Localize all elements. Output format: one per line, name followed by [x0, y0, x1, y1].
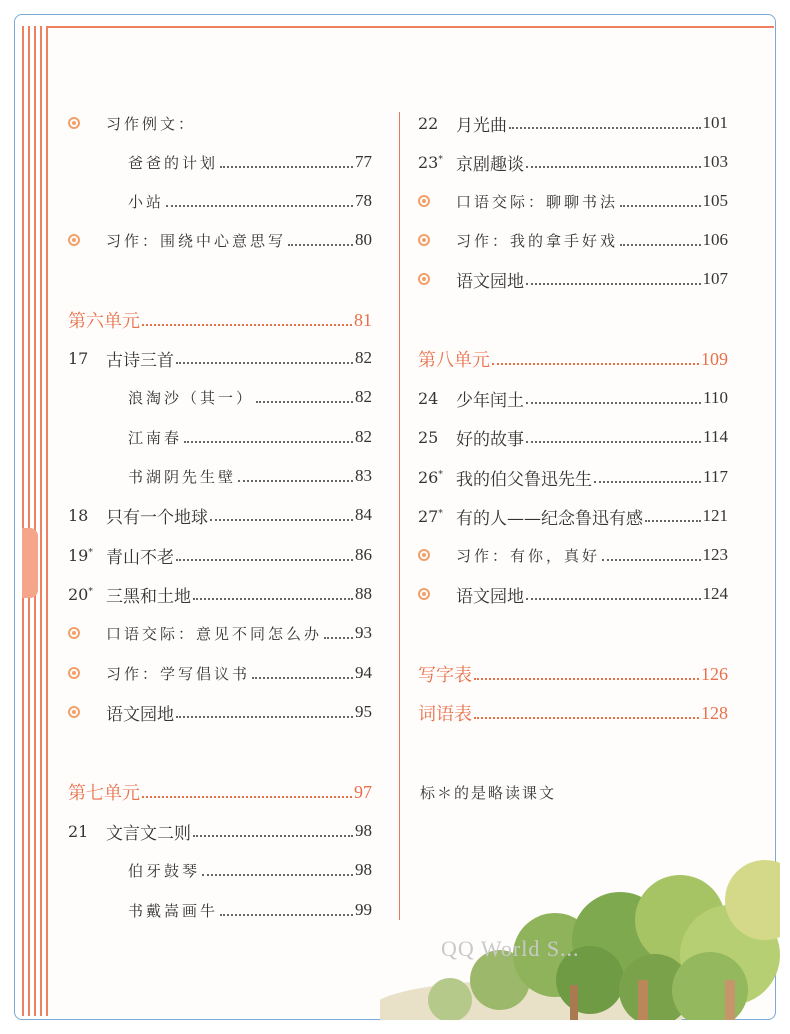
dot-leader [252, 677, 353, 679]
lesson-number: 23* [418, 152, 443, 172]
dot-leader [256, 401, 353, 403]
toc-entry[interactable] [418, 542, 728, 568]
lesson-number: 17 [68, 348, 89, 368]
dot-leader [645, 520, 701, 522]
toc-entry[interactable] [418, 188, 728, 214]
page-number: 83 [355, 466, 372, 485]
page-number: 101 [702, 113, 728, 132]
entry-title: 小站 [128, 192, 165, 211]
entry-title: 古诗三首 [106, 350, 174, 371]
entry-title: 习作例文： [106, 114, 197, 133]
toc-entry[interactable] [418, 464, 728, 490]
toc-entry[interactable] [68, 620, 372, 646]
dot-leader [288, 244, 353, 246]
dot-leader [142, 324, 352, 326]
page-number: 106 [702, 230, 728, 249]
dot-leader [238, 480, 353, 482]
circle-bullet-icon [68, 117, 106, 129]
dot-leader [474, 678, 699, 680]
toc-entry[interactable] [68, 384, 372, 410]
entry-title: 语文园地 [456, 271, 524, 292]
entry-title: 习作：学写倡议书 [106, 664, 251, 683]
toc-entry[interactable] [418, 424, 728, 450]
entry-title: 习作：围绕中心意思写 [106, 231, 287, 250]
entry-title: 浪淘沙（其一） [128, 388, 255, 407]
entry-title: 习作：有你，真好 [456, 546, 601, 565]
entry-title: 有的人——纪念鲁迅有感 [456, 508, 643, 529]
page-number: 103 [702, 152, 728, 171]
dot-leader [176, 362, 353, 364]
dot-leader [324, 637, 353, 639]
page-number: 109 [701, 348, 728, 369]
page-number: 88 [355, 584, 372, 603]
dot-leader [220, 166, 353, 168]
dot-leader [220, 914, 353, 916]
entry-title: 语文园地 [456, 586, 524, 607]
toc-entry[interactable] [68, 581, 372, 607]
entry-title: 书湖阴先生壁 [128, 467, 237, 486]
page-number: 80 [355, 230, 372, 249]
lesson-number: 22 [418, 113, 439, 133]
page-number: 81 [354, 309, 372, 330]
dot-leader [193, 835, 353, 837]
entry-title: 爸爸的计划 [128, 153, 219, 172]
circle-bullet-icon [418, 588, 456, 600]
dot-leader [509, 127, 701, 129]
toc-entry[interactable] [68, 463, 372, 489]
entry-title: 只有一个地球 [106, 507, 208, 528]
page-number: 82 [355, 427, 372, 446]
page-number: 95 [355, 702, 372, 721]
toc-entry[interactable] [418, 581, 728, 607]
page-number: 94 [355, 663, 372, 682]
dot-leader [526, 598, 701, 600]
toc-unit-heading[interactable] [418, 661, 728, 687]
page-number: 78 [355, 191, 372, 210]
lesson-number: 27* [418, 506, 443, 526]
page-number: 97 [354, 781, 372, 802]
toc-entry[interactable] [418, 503, 728, 529]
entry-title: 口语交际：意见不同怎么办 [106, 624, 323, 643]
page-number: 98 [355, 860, 372, 879]
circle-bullet-icon [68, 627, 106, 639]
page-number: 84 [355, 505, 372, 524]
lesson-number: 18 [68, 505, 89, 525]
circle-bullet-icon [418, 195, 456, 207]
page-edge-stack [22, 26, 48, 1016]
dot-leader [210, 519, 353, 521]
trees-illustration [380, 860, 780, 1020]
dot-leader [526, 283, 701, 285]
dot-leader [620, 205, 700, 207]
entry-title: 第八单元 [418, 350, 490, 371]
entry-title: 京剧趣谈 [456, 154, 524, 175]
toc-unit-heading[interactable] [68, 779, 372, 805]
toc-entry[interactable] [68, 897, 372, 923]
page-number: 107 [702, 269, 728, 288]
skim-reading-mark: * [438, 154, 443, 165]
page-number: 114 [703, 427, 728, 446]
page-number: 124 [702, 584, 728, 603]
entry-title: 口语交际：聊聊书法 [456, 192, 619, 211]
toc-entry[interactable] [68, 149, 372, 175]
skim-reading-mark: * [438, 469, 443, 480]
page-number: 77 [355, 152, 372, 171]
entry-title: 江南春 [128, 428, 183, 447]
skim-reading-mark: * [88, 547, 93, 558]
dot-leader [176, 559, 353, 561]
page-number: 93 [355, 623, 372, 642]
skim-reading-mark: * [88, 586, 93, 597]
toc-entry[interactable] [418, 227, 728, 253]
dot-leader [620, 244, 700, 246]
lesson-number: 25 [418, 427, 439, 447]
toc-entry[interactable] [68, 345, 372, 371]
dot-leader [602, 559, 700, 561]
toc-unit-heading[interactable] [418, 346, 728, 372]
entry-title: 写字表 [418, 665, 472, 686]
circle-bullet-icon [68, 667, 106, 679]
page-number: 110 [703, 388, 728, 407]
dot-leader [492, 363, 699, 365]
page-number: 82 [355, 348, 372, 367]
page-tab [22, 528, 38, 598]
watermark: QQ World S... [441, 936, 580, 961]
dot-leader [202, 874, 353, 876]
dot-leader [594, 481, 701, 483]
dot-leader [176, 716, 353, 718]
column-divider [399, 112, 400, 920]
dot-leader [142, 796, 352, 798]
toc-entry[interactable] [68, 110, 372, 136]
toc-entry[interactable] [68, 660, 372, 686]
toc-entry[interactable] [68, 227, 372, 253]
page-number: 126 [701, 663, 728, 684]
entry-title: 词语表 [418, 704, 472, 725]
toc-unit-heading[interactable] [418, 700, 728, 726]
entry-title: 少年闰土 [456, 390, 524, 411]
lesson-number: 20* [68, 584, 93, 604]
dot-leader [184, 441, 353, 443]
toc-entry[interactable] [418, 110, 728, 136]
skim-reading-mark: * [438, 508, 443, 519]
lesson-number: 26* [418, 467, 443, 487]
toc-entry[interactable] [68, 502, 372, 528]
toc-entry[interactable] [418, 385, 728, 411]
dot-leader [526, 441, 701, 443]
circle-bullet-icon [68, 234, 106, 246]
circle-bullet-icon [68, 706, 106, 718]
dot-leader [193, 598, 353, 600]
toc-entry[interactable] [68, 542, 372, 568]
page-number: 128 [701, 702, 728, 723]
toc-entry[interactable] [68, 699, 372, 725]
toc-entry[interactable] [68, 188, 372, 214]
dot-leader [526, 166, 701, 168]
page-number: 117 [703, 467, 728, 486]
lesson-number: 21 [68, 821, 89, 841]
page-number: 123 [702, 545, 728, 564]
page-number: 99 [355, 900, 372, 919]
lesson-number: 24 [418, 388, 439, 408]
circle-bullet-icon [418, 234, 456, 246]
entry-title: 第六单元 [68, 311, 140, 332]
toc-entry[interactable] [68, 818, 372, 844]
entry-title: 三黑和土地 [106, 586, 191, 607]
entry-title: 文言文二则 [106, 823, 191, 844]
lesson-number: 19* [68, 545, 93, 565]
toc-entry[interactable] [418, 266, 728, 292]
dot-leader [474, 717, 699, 719]
entry-title: 我的伯父鲁迅先生 [456, 469, 592, 490]
page-number: 82 [355, 387, 372, 406]
entry-title: 书戴嵩画牛 [128, 901, 219, 920]
page-number: 121 [702, 506, 728, 525]
entry-title: 好的故事 [456, 429, 524, 450]
toc-entry[interactable] [68, 424, 372, 450]
toc-unit-heading[interactable] [68, 307, 372, 333]
page-number: 98 [355, 821, 372, 840]
toc-entry[interactable] [418, 149, 728, 175]
circle-bullet-icon [418, 549, 456, 561]
circle-bullet-icon [418, 273, 456, 285]
entry-title: 第七单元 [68, 783, 140, 804]
page-number: 105 [702, 191, 728, 210]
entry-title: 语文园地 [106, 704, 174, 725]
page-number: 86 [355, 545, 372, 564]
dot-leader [166, 205, 353, 207]
dot-leader [526, 402, 701, 404]
entry-title: 伯牙鼓琴 [128, 861, 201, 880]
toc-entry[interactable] [68, 857, 372, 883]
entry-title: 青山不老 [106, 547, 174, 568]
entry-title: 月光曲 [456, 115, 507, 136]
entry-title: 习作：我的拿手好戏 [456, 231, 619, 250]
footnote: 标＊的是略读课文 [420, 784, 557, 802]
